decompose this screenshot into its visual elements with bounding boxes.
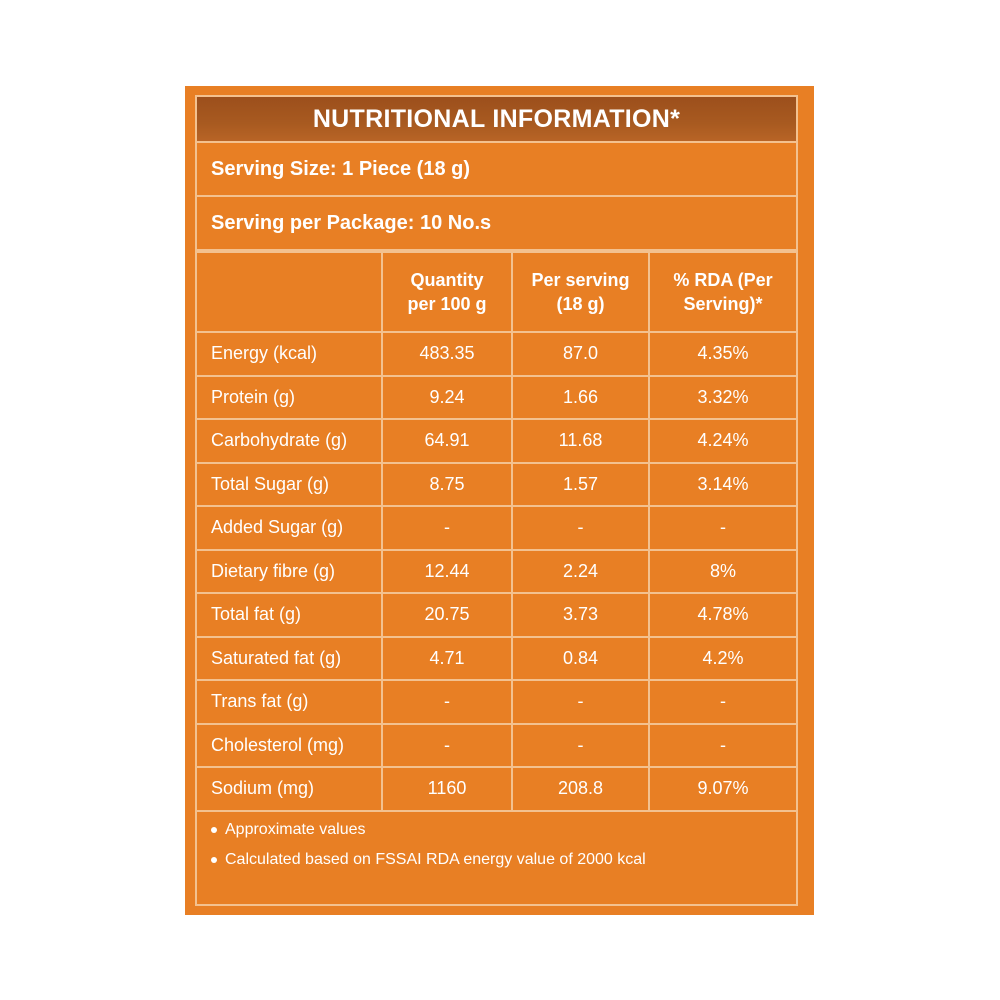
table-row [197, 767, 796, 811]
serving-size-row [197, 143, 796, 197]
nutrition-panel [185, 86, 814, 915]
nutrient-name: Protein (g) [197, 376, 382, 420]
nutrient-name: Total Sugar (g) [197, 463, 382, 507]
serving-size-text: Serving Size: 1 Piece (18 g) [211, 157, 470, 180]
nutrition-table [197, 251, 796, 812]
rda-value: 4.35% [649, 332, 796, 376]
table-row [197, 680, 796, 724]
header-quantity-line1: Quantity [410, 270, 484, 290]
header-rda [649, 252, 796, 332]
header-nutrient [197, 252, 382, 332]
nutrient-name: Trans fat (g) [197, 680, 382, 724]
footnote-text: Calculated based on FSSAI RDA energy value of 2000 kcal [225, 851, 646, 868]
per-serving-value: 3.73 [512, 593, 649, 637]
nutrient-name: Energy (kcal) [197, 332, 382, 376]
header-quantity-line2: per 100 g [407, 294, 487, 314]
quantity-per-100g: 1160 [382, 767, 512, 811]
rda-value: 4.2% [649, 637, 796, 681]
per-serving-value: 2.24 [512, 550, 649, 594]
header-per-serving-line1: Per serving [531, 270, 630, 290]
footnote-item [211, 845, 796, 875]
quantity-per-100g: - [382, 506, 512, 550]
header-per-serving [512, 252, 649, 332]
quantity-per-100g: 9.24 [382, 376, 512, 420]
rda-value: 9.07% [649, 767, 796, 811]
per-serving-value: - [512, 724, 649, 768]
nutrient-name: Saturated fat (g) [197, 637, 382, 681]
table-row [197, 419, 796, 463]
table-row [197, 506, 796, 550]
rda-value: - [649, 506, 796, 550]
per-serving-value: 208.8 [512, 767, 649, 811]
rda-value: 3.32% [649, 376, 796, 420]
per-serving-value: 87.0 [512, 332, 649, 376]
footnote-item [211, 815, 796, 845]
title-bar [197, 97, 796, 143]
rda-value: 4.78% [649, 593, 796, 637]
table-row [197, 593, 796, 637]
nutrient-name: Carbohydrate (g) [197, 419, 382, 463]
quantity-per-100g: 64.91 [382, 419, 512, 463]
table-row [197, 550, 796, 594]
rda-value: 3.14% [649, 463, 796, 507]
quantity-per-100g: - [382, 680, 512, 724]
per-serving-value: - [512, 506, 649, 550]
quantity-per-100g: 20.75 [382, 593, 512, 637]
bullet-icon [211, 827, 217, 833]
nutrient-name: Sodium (mg) [197, 767, 382, 811]
per-serving-value: 1.57 [512, 463, 649, 507]
quantity-per-100g: - [382, 724, 512, 768]
header-rda-line2: Serving)* [683, 294, 763, 314]
nutrition-frame [195, 95, 798, 906]
panel-title: NUTRITIONAL INFORMATION* [312, 104, 681, 133]
bullet-icon [211, 857, 217, 863]
quantity-per-100g: 4.71 [382, 637, 512, 681]
rda-value: - [649, 724, 796, 768]
quantity-per-100g: 483.35 [382, 332, 512, 376]
serving-per-package-text: Serving per Package: 10 No.s [211, 211, 492, 234]
per-serving-value: 11.68 [512, 419, 649, 463]
table-row [197, 463, 796, 507]
nutrient-name: Total fat (g) [197, 593, 382, 637]
footnotes [197, 815, 796, 875]
footnote-text: Approximate values [225, 821, 366, 838]
nutrient-name: Added Sugar (g) [197, 506, 382, 550]
rda-value: 4.24% [649, 419, 796, 463]
per-serving-value: 0.84 [512, 637, 649, 681]
table-row [197, 724, 796, 768]
quantity-per-100g: 12.44 [382, 550, 512, 594]
table-row [197, 332, 796, 376]
nutrient-name: Cholesterol (mg) [197, 724, 382, 768]
header-rda-line1: % RDA (Per [673, 270, 773, 290]
rda-value: 8% [649, 550, 796, 594]
header-per-serving-line2: (18 g) [556, 294, 605, 314]
table-row [197, 637, 796, 681]
header-quantity [382, 252, 512, 332]
table-row [197, 376, 796, 420]
rda-value: - [649, 680, 796, 724]
table-header-row [197, 252, 796, 332]
quantity-per-100g: 8.75 [382, 463, 512, 507]
per-serving-value: - [512, 680, 649, 724]
serving-per-package-row [197, 197, 796, 251]
nutrient-name: Dietary fibre (g) [197, 550, 382, 594]
per-serving-value: 1.66 [512, 376, 649, 420]
